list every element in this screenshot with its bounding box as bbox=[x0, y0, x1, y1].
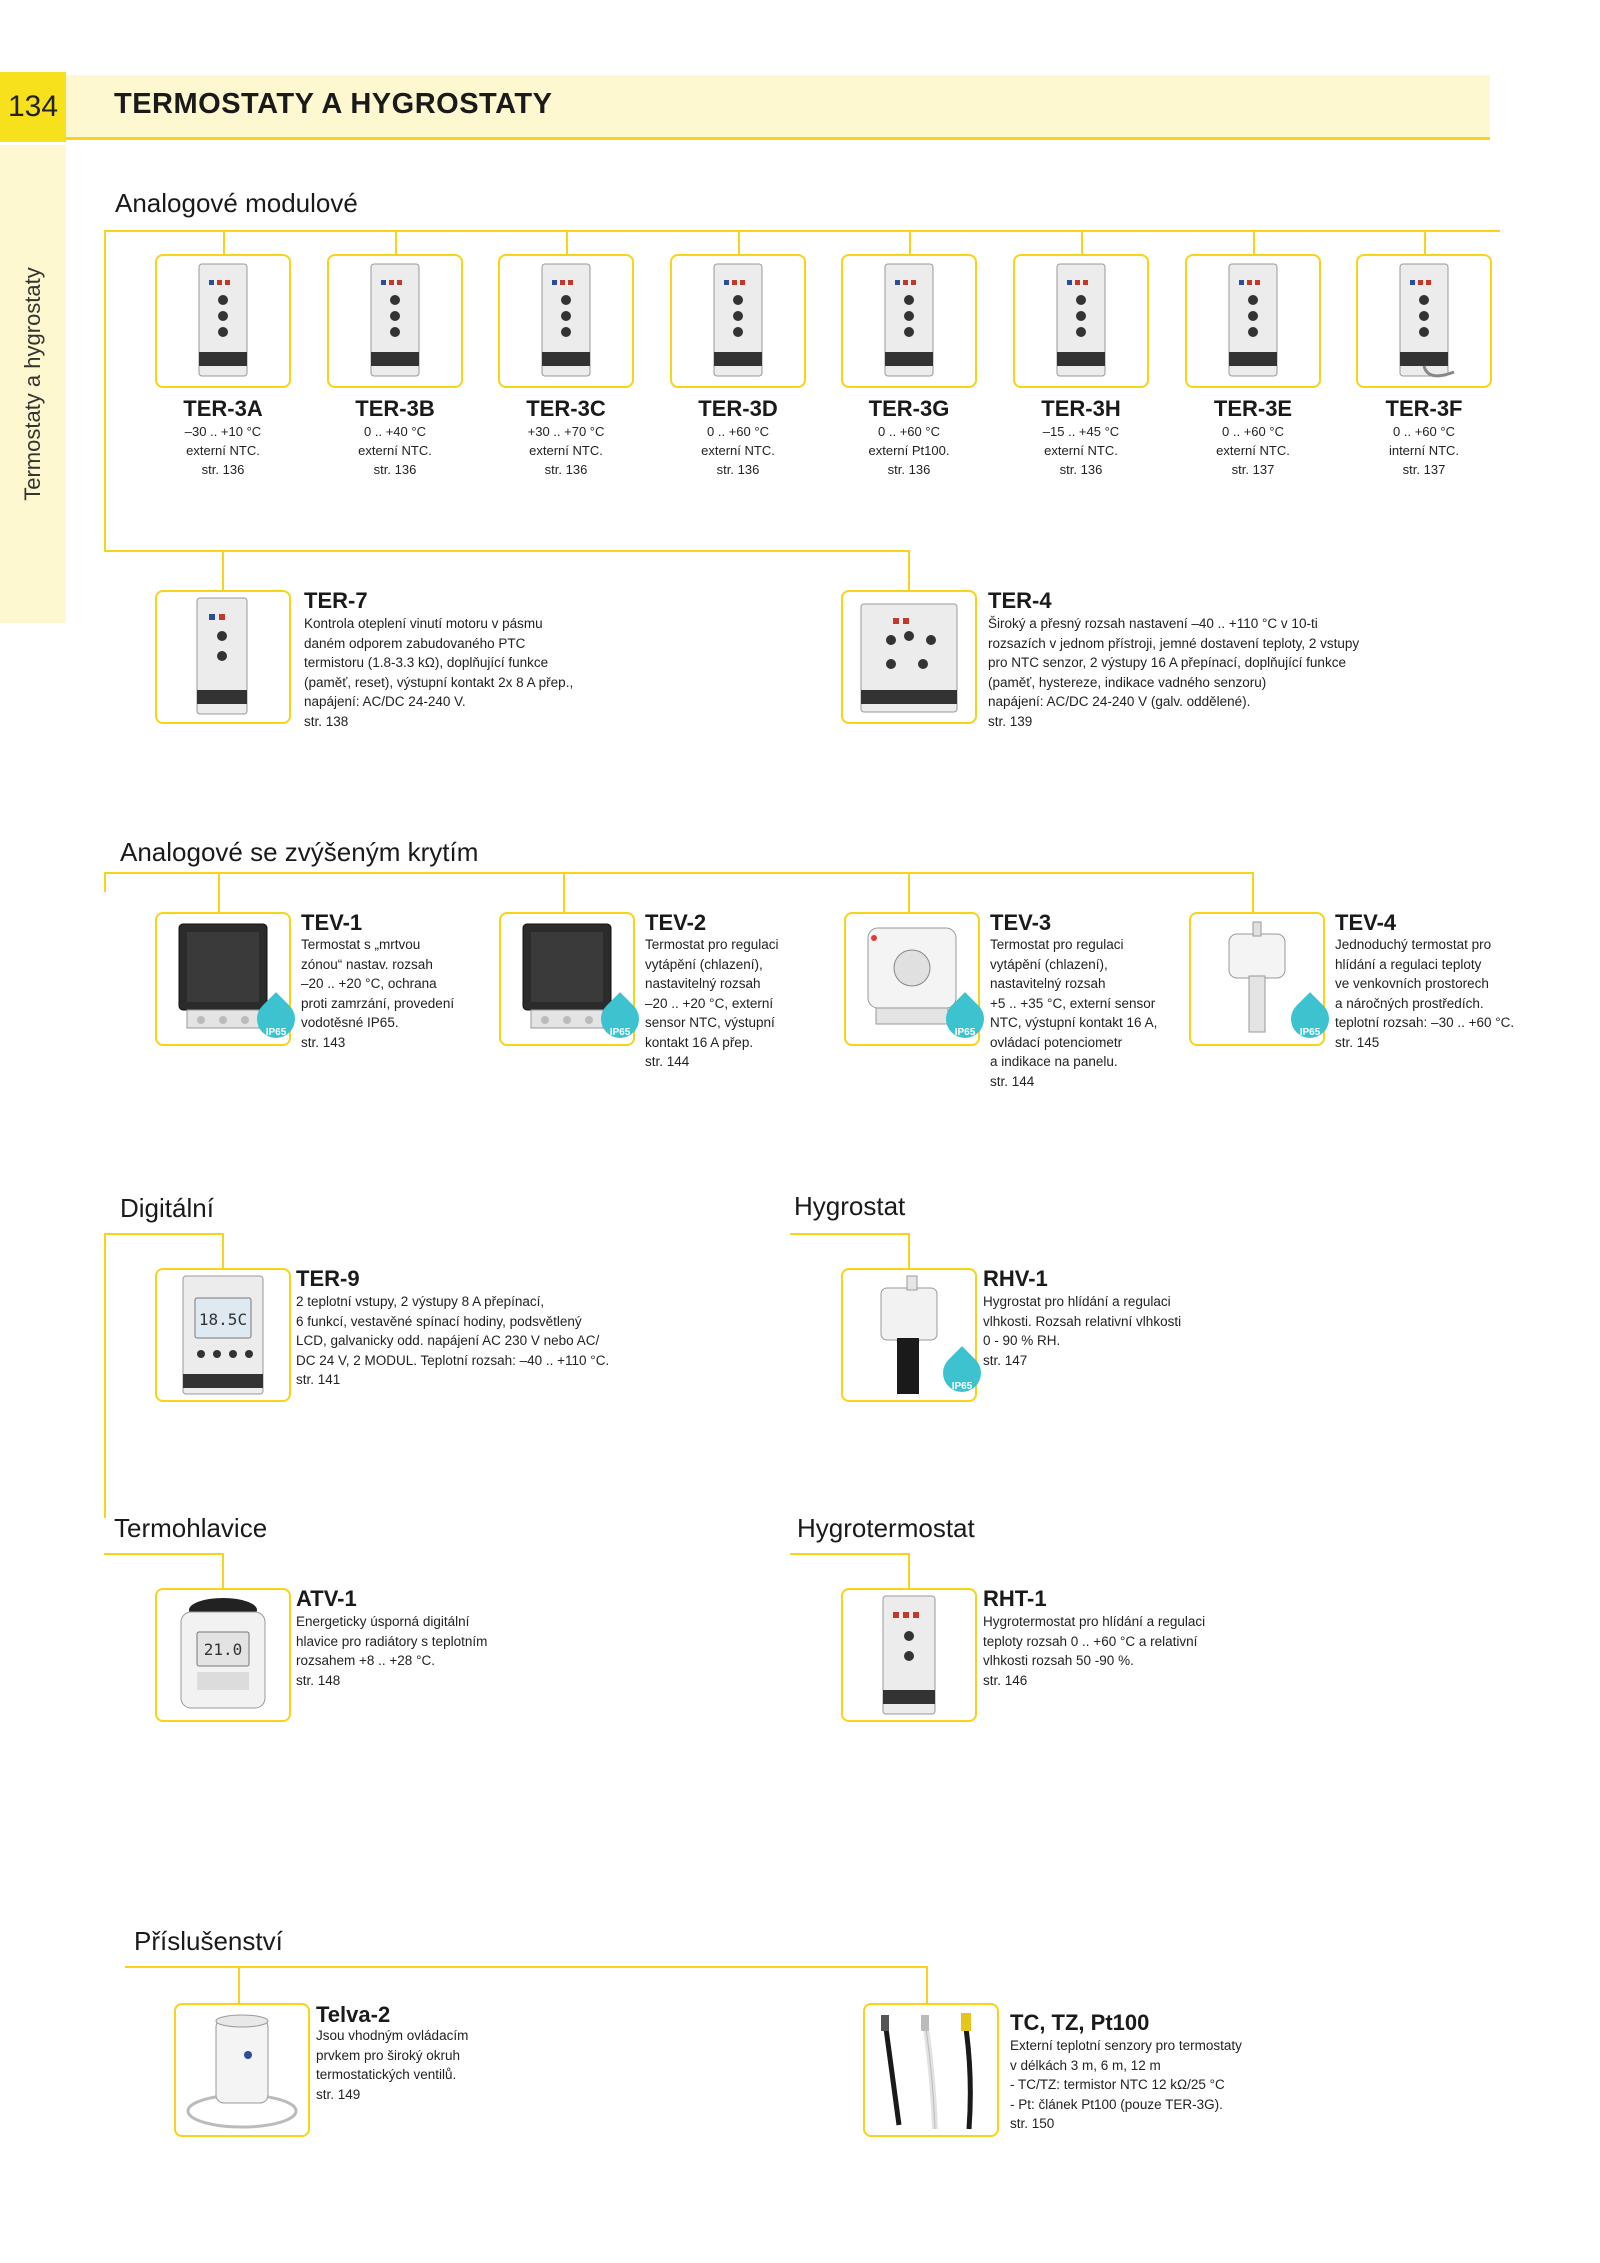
ip65-badge-label: IP65 bbox=[1299, 1027, 1321, 1038]
product-spec-line: externí NTC. bbox=[1044, 443, 1118, 458]
ter-4-line: Široký a přesný rozsah nastavení –40 .. +110 °C v 10-ti bbox=[988, 616, 1318, 631]
section-title-digital: Digitální bbox=[120, 1193, 214, 1223]
tev-line: zónou“ nastav. rozsah bbox=[301, 956, 433, 972]
connector-line bbox=[104, 1233, 106, 1518]
product-spec-line: externí NTC. bbox=[529, 443, 603, 458]
ter-4-name: TER-4 bbox=[988, 588, 1052, 613]
connector-line bbox=[222, 1553, 224, 1589]
product-name: TER-3H bbox=[1041, 396, 1121, 421]
tev-line: vytápění (chlazení), bbox=[990, 956, 1108, 972]
ter-4-line: napájení: AC/DC 24-240 V (galv. oddělené). bbox=[988, 694, 1251, 709]
atv-1-line: Energeticky úsporná digitální bbox=[296, 1614, 470, 1629]
tev-description bbox=[1335, 935, 1514, 1052]
sensors-image bbox=[865, 2005, 997, 2135]
product-spec-line: 0 .. +60 °C bbox=[707, 424, 769, 439]
product-page-ref: str. 137 bbox=[1231, 462, 1275, 477]
product-spec-line: –15 .. +45 °C bbox=[1042, 424, 1120, 439]
ter-9-line: LCD, galvanicky odd. napájení AC 230 V nebo AC/ bbox=[296, 1333, 600, 1348]
connector-line bbox=[104, 1233, 224, 1235]
tev-line: NTC, výstupní kontakt 16 A, bbox=[990, 1015, 1158, 1030]
sensors-name: TC, TZ, Pt100 bbox=[1010, 2010, 1150, 2035]
connector-line bbox=[222, 1233, 224, 1269]
page-number: 134 bbox=[0, 72, 66, 142]
connector-line bbox=[790, 1553, 910, 1555]
tev-name: TEV-3 bbox=[990, 910, 1052, 935]
product-image bbox=[157, 256, 289, 386]
product-spec-line: 0 .. +60 °C bbox=[1222, 424, 1284, 439]
product-spec-line: externí NTC. bbox=[358, 443, 432, 458]
connector-line bbox=[1081, 230, 1083, 256]
product-name: TER-3C bbox=[526, 396, 606, 421]
tev-line: nastavitelný rozsah bbox=[645, 976, 761, 991]
tev-line: kontakt 16 A přep. bbox=[645, 1034, 754, 1050]
ter-7-name: TER-7 bbox=[304, 588, 368, 613]
connector-line bbox=[104, 550, 910, 552]
ip65-badge-label: IP65 bbox=[609, 1027, 631, 1038]
tev-line: ovládací potenciometr bbox=[990, 1034, 1123, 1050]
ter-7-line: termistoru (1.8-3.3 kΩ), doplňující funkce bbox=[304, 655, 549, 670]
rht-1-line: Hygrotermostat pro hlídání a regulaci bbox=[983, 1614, 1206, 1629]
atv-1-line: hlavice pro radiátory s teplotním bbox=[296, 1633, 488, 1649]
product-name: TER-3D bbox=[698, 396, 778, 421]
product-card[interactable] bbox=[1013, 254, 1149, 388]
product-card-ter-4[interactable] bbox=[841, 590, 977, 724]
tev-line: Termostat pro regulaci bbox=[990, 937, 1124, 952]
ip65-badge-label: IP65 bbox=[265, 1027, 287, 1038]
rhv-1-line: Hygrostat pro hlídání a regulaci bbox=[983, 1294, 1171, 1309]
product-name: TER-3B bbox=[355, 396, 435, 421]
product-name: TER-3F bbox=[1385, 396, 1463, 421]
tev-line: –20 .. +20 °C, ochrana bbox=[301, 976, 437, 991]
section-title-analog-ip: Analogové se zvýšeným krytím bbox=[120, 837, 479, 867]
connector-line bbox=[104, 230, 106, 550]
product-spec-line: +30 .. +70 °C bbox=[527, 424, 605, 439]
tev-line: –20 .. +20 °C, externí bbox=[645, 995, 774, 1011]
product-spec-line: 0 .. +60 °C bbox=[1393, 424, 1455, 439]
product-image bbox=[1015, 256, 1147, 386]
section-title-analog-modular: Analogové modulové bbox=[115, 188, 358, 218]
product-image bbox=[1187, 256, 1319, 386]
rht-1-description bbox=[983, 1612, 1205, 1690]
sensors-description bbox=[1010, 2036, 1242, 2134]
tev-line: vytápění (chlazení), bbox=[645, 956, 763, 972]
tev-line: Termostat s „mrtvou bbox=[301, 937, 421, 952]
tev-description bbox=[301, 935, 454, 1052]
ter-7-page-ref: str. 138 bbox=[304, 713, 349, 729]
product-spec-line: –30 .. +10 °C bbox=[184, 424, 262, 439]
product-card-rht-1[interactable] bbox=[841, 1588, 977, 1722]
rhv-1-description bbox=[983, 1292, 1181, 1370]
product-specs bbox=[496, 422, 636, 479]
ter-7-line: (paměť, reset), výstupní kontakt 2x 8 A přep., bbox=[304, 674, 574, 690]
product-specs bbox=[1354, 422, 1494, 479]
tev-description bbox=[990, 935, 1157, 1091]
product-name: TER-3A bbox=[183, 396, 263, 421]
product-card[interactable] bbox=[1356, 254, 1492, 388]
product-spec-line: externí NTC. bbox=[186, 443, 260, 458]
rht-1-image bbox=[843, 1590, 975, 1720]
connector-line bbox=[908, 872, 910, 914]
product-page-ref: str. 136 bbox=[373, 462, 417, 477]
product-page-ref: str. 136 bbox=[201, 462, 245, 477]
rhv-1-line: vlhkosti. Rozsah relativní vlhkosti bbox=[983, 1313, 1182, 1329]
ter-4-image bbox=[843, 592, 975, 722]
connector-line bbox=[563, 872, 565, 914]
tev-line: teplotní rozsah: –30 .. +60 °C. bbox=[1335, 1015, 1515, 1030]
product-card[interactable] bbox=[670, 254, 806, 388]
product-page-ref: str. 136 bbox=[887, 462, 931, 477]
product-name: TER-3E bbox=[1213, 396, 1293, 421]
sensors-line: - TC/TZ: termistor NTC 12 kΩ/25 °C bbox=[1010, 2077, 1225, 2092]
product-page-ref: str. 136 bbox=[544, 462, 588, 477]
ter-9-display: 18.5C bbox=[198, 1310, 248, 1329]
tev-name: TEV-2 bbox=[645, 910, 707, 935]
ter-4-line: pro NTC senzor, 2 výstupy 16 A přepínací, doplňující funkce bbox=[988, 655, 1346, 670]
tev-line: a indikace na panelu. bbox=[990, 1054, 1118, 1069]
atv-1-name: ATV-1 bbox=[296, 1586, 357, 1611]
ter-4-line: (paměť, hystereze, indikace vadného senzoru) bbox=[988, 674, 1267, 690]
ter-9-description bbox=[296, 1292, 609, 1390]
ter-4-line: rozsazích v jednom přístroji, jemné dostavení teploty, 2 vstupy bbox=[988, 635, 1360, 651]
tev-line: Jednoduchý termostat pro bbox=[1335, 937, 1492, 952]
product-specs bbox=[668, 422, 808, 479]
rht-1-name: RHT-1 bbox=[983, 1586, 1047, 1611]
product-card-atv-1[interactable] bbox=[155, 1588, 291, 1722]
rht-1-page-ref: str. 146 bbox=[983, 1672, 1028, 1688]
connector-line bbox=[104, 1553, 224, 1555]
product-card-sensors[interactable] bbox=[863, 2003, 999, 2137]
ter-9-line: 6 funkcí, vestavěné spínací hodiny, podsvětlený bbox=[296, 1313, 582, 1329]
product-spec-line: 0 .. +60 °C bbox=[878, 424, 940, 439]
product-page-ref: str. 136 bbox=[1059, 462, 1103, 477]
tev-name: TEV-1 bbox=[301, 910, 363, 935]
connector-line bbox=[926, 1966, 928, 2004]
rht-1-line: teploty rozsah 0 .. +60 °C a relativní bbox=[983, 1633, 1198, 1649]
product-card[interactable] bbox=[498, 254, 634, 388]
telva-2-line: prvkem pro široký okruh bbox=[316, 2047, 461, 2063]
product-page-ref: str. 137 bbox=[1402, 462, 1446, 477]
connector-line bbox=[790, 1233, 910, 1235]
rhv-1-line: 0 - 90 % RH. bbox=[983, 1333, 1061, 1348]
product-spec-line: externí Pt100. bbox=[868, 443, 950, 458]
ter-7-line: daném odporem zabudovaného PTC bbox=[304, 635, 526, 651]
connector-line bbox=[238, 1966, 240, 2004]
product-card[interactable] bbox=[327, 254, 463, 388]
product-page-ref: str. 136 bbox=[716, 462, 760, 477]
connector-line bbox=[909, 230, 911, 256]
ter-7-description bbox=[304, 614, 573, 731]
atv-1-description bbox=[296, 1612, 487, 1690]
ter-7-image bbox=[157, 592, 289, 722]
ter-7-line: napájení: AC/DC 24-240 V. bbox=[304, 694, 466, 709]
tev-line: Termostat pro regulaci bbox=[645, 937, 779, 952]
product-image bbox=[672, 256, 804, 386]
product-specs bbox=[325, 422, 465, 479]
rht-1-line: vlhkosti rozsah 50 -90 %. bbox=[983, 1653, 1134, 1668]
product-card[interactable] bbox=[1185, 254, 1321, 388]
connector-line bbox=[1424, 230, 1426, 256]
product-spec-line: externí NTC. bbox=[701, 443, 775, 458]
connector-line bbox=[395, 230, 397, 256]
tev-line: vodotěsné IP65. bbox=[301, 1015, 399, 1030]
atv-1-display: 21.0 bbox=[203, 1640, 243, 1659]
telva-2-line: Jsou vhodným ovládacím bbox=[316, 2028, 469, 2043]
section-title-hygrothermostat: Hygrotermostat bbox=[797, 1513, 975, 1543]
tev-line: +5 .. +35 °C, externí sensor bbox=[990, 995, 1156, 1011]
section-title-head: Termohlavice bbox=[114, 1513, 268, 1543]
telva-2-page-ref: str. 149 bbox=[316, 2086, 361, 2102]
tev-line: ve venkovních prostorech bbox=[1335, 976, 1489, 991]
product-image bbox=[500, 256, 632, 386]
telva-2-line: termostatických ventilů. bbox=[316, 2067, 457, 2082]
connector-line bbox=[104, 230, 1500, 232]
ter-4-description bbox=[988, 614, 1359, 731]
connector-line bbox=[104, 872, 106, 892]
section-title-hygrostat: Hygrostat bbox=[794, 1191, 906, 1221]
telva-2-image bbox=[176, 2005, 308, 2135]
product-spec-line: interní NTC. bbox=[1388, 443, 1460, 458]
title-underline bbox=[66, 137, 1490, 140]
product-image bbox=[1358, 256, 1490, 386]
rhv-1-page-ref: str. 147 bbox=[983, 1352, 1028, 1368]
connector-line bbox=[223, 230, 225, 256]
connector-line bbox=[104, 872, 1254, 874]
product-card[interactable] bbox=[841, 254, 977, 388]
product-spec-line: externí NTC. bbox=[1216, 443, 1290, 458]
ter-9-image bbox=[157, 1270, 289, 1400]
tev-line: nastavitelný rozsah bbox=[990, 976, 1106, 991]
connector-line bbox=[222, 550, 224, 592]
product-image bbox=[329, 256, 461, 386]
page-title: TERMOSTATY A HYGROSTATY bbox=[114, 88, 553, 120]
rhv-1-name: RHV-1 bbox=[983, 1266, 1048, 1291]
tev-name: TEV-4 bbox=[1335, 910, 1397, 935]
atv-1-page-ref: str. 148 bbox=[296, 1672, 341, 1688]
connector-line bbox=[908, 1233, 910, 1269]
ter-4-page-ref: str. 139 bbox=[988, 713, 1033, 729]
connector-line bbox=[908, 550, 910, 592]
product-name: TER-3G bbox=[868, 396, 950, 421]
tev-page-ref: str. 144 bbox=[990, 1073, 1035, 1089]
tev-page-ref: str. 143 bbox=[301, 1034, 346, 1050]
product-specs bbox=[153, 422, 293, 479]
product-spec-line: 0 .. +40 °C bbox=[364, 424, 426, 439]
tev-line: a náročných prostředích. bbox=[1335, 995, 1484, 1011]
connector-line bbox=[566, 230, 568, 256]
tev-line: proti zamrzání, provedení bbox=[301, 995, 455, 1011]
ter-9-page-ref: str. 141 bbox=[296, 1372, 341, 1387]
product-specs bbox=[839, 422, 979, 479]
tev-line: sensor NTC, výstupní bbox=[645, 1015, 775, 1030]
product-image bbox=[843, 256, 975, 386]
atv-1-line: rozsahem +8 .. +28 °C. bbox=[296, 1653, 435, 1668]
product-specs bbox=[1011, 422, 1151, 479]
connector-line bbox=[908, 1553, 910, 1589]
section-title-accessories: Příslušenství bbox=[134, 1926, 283, 1956]
ter-7-line: Kontrola oteplení vinutí motoru v pásmu bbox=[304, 616, 543, 631]
atv-1-image bbox=[157, 1590, 289, 1720]
connector-line bbox=[218, 872, 220, 914]
product-card-ter-7[interactable] bbox=[155, 590, 291, 724]
ter-9-line: DC 24 V, 2 MODUL. Teplotní rozsah: –40 .. +110 °C. bbox=[296, 1352, 610, 1368]
tev-page-ref: str. 144 bbox=[645, 1054, 690, 1069]
telva-2-name: Telva-2 bbox=[316, 2002, 391, 2027]
telva-2-description bbox=[316, 2026, 468, 2104]
ter-9-name: TER-9 bbox=[296, 1266, 360, 1291]
sensors-line: - Pt: článek Pt100 (pouze TER-3G). bbox=[1010, 2096, 1223, 2112]
side-tab-label: Termostaty a hygrostaty bbox=[20, 267, 45, 501]
sensors-line: v délkách 3 m, 6 m, 12 m bbox=[1010, 2057, 1161, 2073]
connector-line bbox=[125, 1966, 928, 1968]
ter-9-line: 2 teplotní vstupy, 2 výstupy 8 A přepínací, bbox=[296, 1294, 545, 1309]
sensors-line: Externí teplotní senzory pro termostaty bbox=[1010, 2038, 1242, 2053]
tev-line: hlídání a regulaci teploty bbox=[1335, 956, 1482, 972]
ip65-badge-label: IP65 bbox=[954, 1027, 976, 1038]
connector-line bbox=[1253, 230, 1255, 256]
connector-line bbox=[738, 230, 740, 256]
product-card-telva-2[interactable] bbox=[174, 2003, 310, 2137]
product-specs bbox=[1183, 422, 1323, 479]
ip65-badge-label: IP65 bbox=[951, 1381, 973, 1392]
tev-description bbox=[645, 935, 779, 1072]
sensors-page-ref: str. 150 bbox=[1010, 2116, 1055, 2131]
tev-page-ref: str. 145 bbox=[1335, 1034, 1380, 1050]
product-card-ter-9[interactable] bbox=[155, 1268, 291, 1402]
product-card[interactable] bbox=[155, 254, 291, 388]
connector-line bbox=[1252, 872, 1254, 914]
